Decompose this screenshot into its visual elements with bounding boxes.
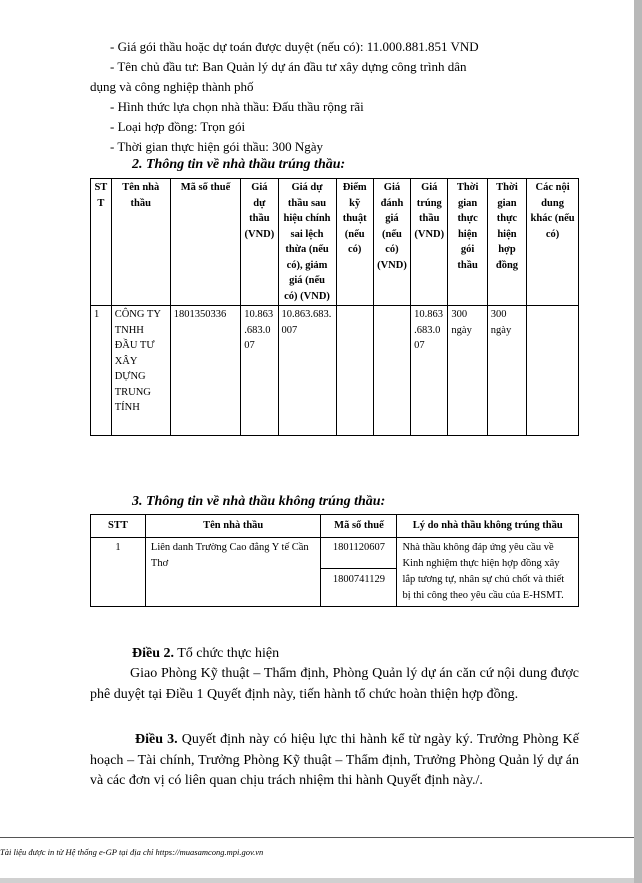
col-technical-score: Điểm kỹ thuật (nếu có)	[336, 179, 373, 306]
col-bid-price: Giá dự thầu (VND)	[241, 179, 278, 306]
page-edge-bottom	[0, 878, 634, 883]
cell-other	[527, 306, 579, 436]
col-other: Các nội dung khác (nếu có)	[527, 179, 579, 306]
col-stt: STT	[91, 515, 146, 538]
bullet-investor: - Tên chủ đầu tư: Ban Quản lý dự án đầu tư xây dựng công trình dân	[110, 59, 467, 74]
bullet-investor-cont: dụng và công nghiệp thành phố	[90, 79, 254, 94]
col-contract-duration: Thời gian thực hiện hợp đồng	[487, 179, 526, 306]
cell-package-duration: 300 ngày	[448, 306, 487, 436]
col-package-duration: Thời gian thực hiện gói thầu	[448, 179, 487, 306]
col-reason: Lý do nhà thầu không trúng thầu	[397, 515, 579, 538]
cell-tax-codes	[321, 538, 397, 607]
article-2-heading	[132, 643, 279, 664]
cell-contract-duration: 300 ngày	[487, 306, 526, 436]
cell-tax-code: 1801350336	[170, 306, 240, 436]
cell-bidder-name: Liên danh Trường Cao đẳng Y tế Cần Thơ	[145, 538, 321, 607]
col-bidder-name: Tên nhà thầu	[145, 515, 321, 538]
footer-divider	[0, 837, 634, 838]
package-info-list	[90, 37, 610, 157]
footer-source-note: Tài liệu được in từ Hệ thống e-GP tại địa chỉ https://muasamcong.mpi.gov.vn	[0, 847, 264, 857]
cell-stt: 1	[91, 306, 112, 436]
cell-winning-price: 10.863.683.007	[411, 306, 448, 436]
tax-code-1: 1801120607	[321, 538, 396, 569]
col-bidder-name: Tên nhà thầu	[111, 179, 170, 306]
page-edge-right	[634, 0, 642, 883]
cell-reason: Nhà thầu không đáp ứng yêu cầu về Kinh nghiệm thực hiện hợp đồng xây lắp tương tự, nhân sự chủ chốt và thiết bị thi công theo yêu cầu của E-HSMT.	[397, 538, 579, 607]
bullet-selection-method: - Hình thức lựa chọn nhà thầu: Đấu thầu rộng rãi	[110, 99, 364, 114]
cell-bidder-name: CÔNG TY TNHH ĐẦU TƯ XÂY DỰNG TRUNG TÍNH	[111, 306, 170, 436]
article-2-label: Điều 2.	[132, 646, 174, 661]
section-3-title: 3. Thông tin về nhà thầu không trúng thầu:	[132, 494, 386, 509]
cell-evaluated-price	[373, 306, 410, 436]
cell-stt: 1	[91, 538, 146, 607]
article-3-paragraph	[90, 730, 579, 792]
cell-bid-price: 10.863.683.007	[241, 306, 278, 436]
losing-bidder-table	[90, 514, 579, 607]
table-header-row	[91, 515, 579, 538]
col-tax-code: Mã số thuế	[170, 179, 240, 306]
col-winning-price: Giá trúng thầu (VND)	[411, 179, 448, 306]
tax-code-2: 1800741129	[332, 574, 386, 585]
col-evaluated-price: Giá đánh giá (nếu có) (VND)	[373, 179, 410, 306]
article-2-title: Tổ chức thực hiện	[174, 646, 280, 661]
cell-technical-score	[336, 306, 373, 436]
bullet-duration: - Thời gian thực hiện gói thầu: 300 Ngày	[110, 139, 323, 154]
bullet-contract-type: - Loại hợp đồng: Trọn gói	[110, 119, 246, 134]
col-tax-code: Mã số thuế	[321, 515, 397, 538]
article-3-text: Quyết định này có hiệu lực thi hành kể từ ngày ký. Trưởng Phòng Kế hoạch – Tài chính, Trưởng Phòng Kỹ thuật – Thẩm định, Trưởng Phòng Quản lý dự án và các đơn vị có liên quan chịu trách nhiệm thi hành Quyết định này./.	[90, 732, 580, 788]
table-header-row	[91, 179, 579, 306]
col-stt: STT	[91, 179, 112, 306]
bullet-package-price: - Giá gói thầu hoặc dự toán được duyệt (nếu có): 11.000.881.851 VND	[110, 39, 479, 54]
article-3-label: Điều 3.	[135, 732, 178, 747]
col-adjusted-price: Giá dự thầu sau hiệu chính sai lệch thừa (nếu có), giảm giá (nếu có) (VND)	[278, 179, 336, 306]
table-row	[91, 538, 579, 607]
table-row	[91, 306, 579, 436]
winning-bidder-table	[90, 178, 579, 436]
article-2-paragraph: Giao Phòng Kỹ thuật – Thẩm định, Phòng Quản lý dự án căn cứ nội dung được phê duyệt tại Điều 1 Quyết định này, tiến hành tổ chức hoàn thiện hợp đồng.	[90, 666, 579, 702]
cell-adjusted-price: 10.863.683.007	[278, 306, 336, 436]
section-2-title: 2. Thông tin về nhà thầu trúng thầu:	[132, 157, 346, 172]
